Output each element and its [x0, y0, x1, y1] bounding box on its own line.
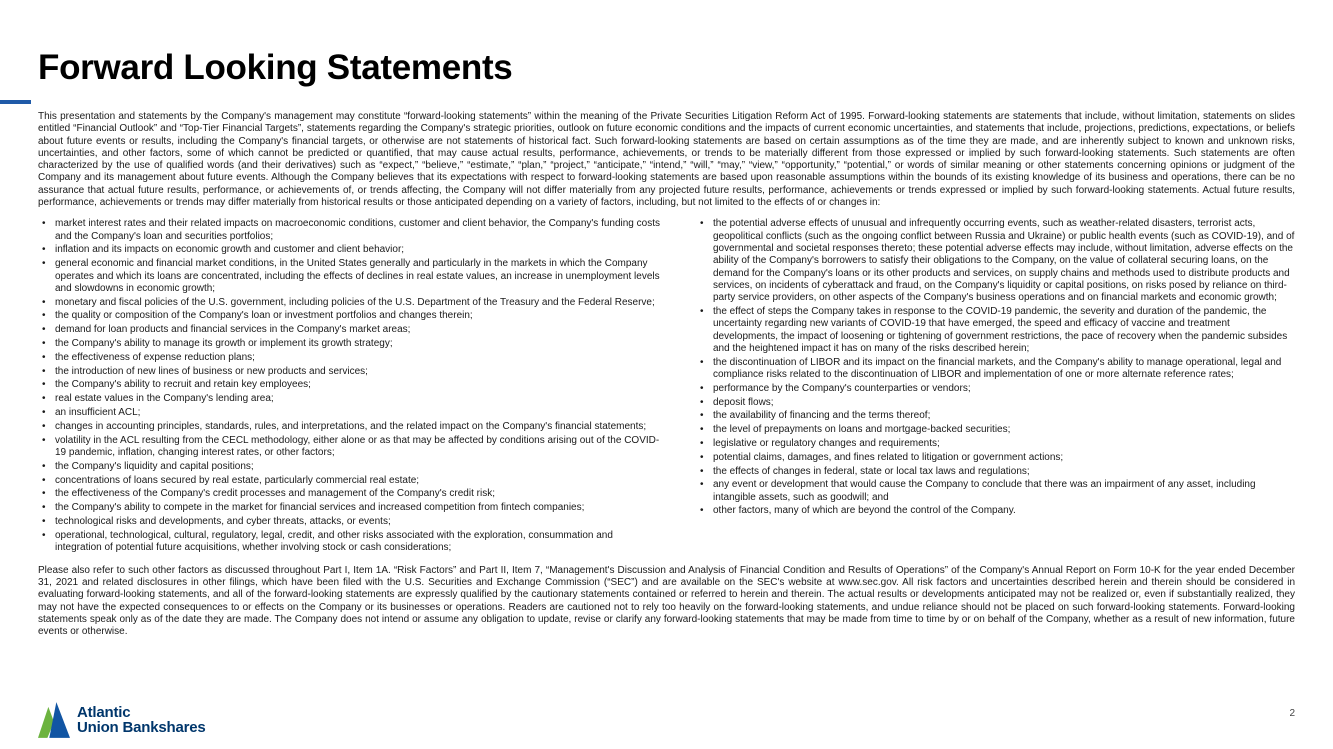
- bullet-item: • the Company's ability to compete in the market for financial services and increased competition from fintech companies;: [38, 502, 660, 514]
- bullet-item: • the effectiveness of the Company's credit processes and management of the Company's credit risk;: [38, 488, 660, 500]
- bullet-item: • potential claims, damages, and fines related to litigation or government actions;: [696, 452, 1297, 464]
- page-title: Forward Looking Statements: [38, 48, 513, 87]
- bullet-item: • the introduction of new lines of business or new products and services;: [38, 366, 660, 378]
- bullet-item: • performance by the Company's counterparties or vendors;: [696, 383, 1297, 395]
- bullet-item: • the effectiveness of expense reduction plans;: [38, 352, 660, 364]
- bullet-item: • the Company's ability to manage its growth or implement its growth strategy;: [38, 338, 660, 350]
- bullet-columns: [38, 218, 1295, 555]
- intro-paragraph: This presentation and statements by the Company's management may constitute “forward-looking statements” within the meaning of the Private Securities Litigation Reform Act of 1995. Forward-looking statements are statements that include, without limitation, statements on slides entitled “Financial Outlook” and “Top-Tier Financial Targets”, statements regarding the Company's strategic priorities, outlook on future economic conditions and the impacts of current economic uncertainties, and statements that include, projections, predictions, expectations, or beliefs about future events or results, including the Company's financial targets, or otherwise are not statements of historical fact. Such forward-looking statements are based on certain assumptions as of the time they are made, and are inherently subject to known and unknown risks, uncertainties, and other factors, some of which cannot be predicted or quantified, that may cause actual results, performance, achievements, or trends to be materially different from those expressed or implied by such forward-looking statements. Such statements are often characterized by the use of qualified words (and their derivatives) such as “expect,” “believe,” “estimate,” “plan,” “project,” “anticipate,” “intend,” “will,” “may,” “view,” “opportunity,” “potential,” or words of similar meaning or other statements concerning opinions or judgment of the Company and its management about future events. Although the Company believes that its expectations with respect to forward-looking statements are based upon reasonable assumptions within the bounds of its existing knowledge of its business and operations, there can be no assurance that actual future results, performance, or achievements of, or trends affecting, the Company will not differ materially from any projected future results, performance, achievements or trends expressed or implied by such forward-looking statements. Actual future results, performance, achievements or trends may differ materially from historical results or those anticipated depending on a variety of factors, including, but not limited to the effects of or changes in:: [38, 111, 1295, 209]
- bullet-item: • demand for loan products and financial services in the Company's market areas;: [38, 324, 660, 336]
- closing-paragraph: Please also refer to such other factors as discussed throughout Part I, Item 1A. “Risk Factors” and Part II, Item 7, “Management's Discussion and Analysis of Financial Condition and Results of Operations” of the Company's Annual Report on Form 10-K for the year ended December 31, 2021 and related disclosures in other filings, which have been filed with the U.S. Securities and Exchange Commission (“SEC”) and are available on the SEC's website at www.sec.gov. All risk factors and uncertainties described herein and therein should be considered in evaluating forward-looking statements, and all of the forward-looking statements are expressly qualified by the cautionary statements contained or referred to herein and therein. The actual results or developments anticipated may not be realized or, even if substantially realized, they may not have the expected consequences to or effects on the Company or its businesses or operations. Readers are cautioned not to rely too heavily on the forward-looking statements, and undue reliance should not be placed on such forward-looking statements. Forward-looking statements speak only as of the date they are made. The Company does not intend or assume any obligation to update, revise or clarify any forward-looking statements that may be made from time to time by or on behalf of the Company, whether as a result of new information, future events or otherwise.: [38, 564, 1295, 638]
- bullet-item: • the level of prepayments on loans and mortgage-backed securities;: [696, 424, 1297, 436]
- logo-line1: Atlantic: [77, 703, 131, 721]
- bullet-item: • monetary and fiscal policies of the U.S. government, including policies of the U.S. Department of the Treasury and the Federal Reserve;: [38, 297, 660, 309]
- bullet-item: • the potential adverse effects of unusual and infrequently occurring events, such as weather-related disasters, terrorist acts, geopolitical conflicts (such as the ongoing conflict between Russia and Ukraine) or public health events (such as COVID-19), and of governmental and societal responses thereto; these potential adverse effects may include, without limitation, adverse effects on the ability of the Company's borrowers to satisfy their obligations to the Company, on the value of collateral securing loans, on the demand for the Company's loans or its other products and services, on supply chains and methods used to distribute products and services, on incidents of cyberattack and fraud, on the Company's liquidity or capital positions, on risks posed by reliance on third-party service providers, on other aspects of the Company's business operations and on financial markets and economic growth;: [696, 218, 1297, 304]
- bullet-item: • other factors, many of which are beyond the control of the Company.: [696, 505, 1297, 517]
- bullet-item: • the quality or composition of the Company's loan or investment portfolios and changes therein;: [38, 310, 660, 322]
- bullet-item: • the discontinuation of LIBOR and its impact on the financial markets, and the Company's ability to manage operational, legal and compliance risks related to the discontinuation of LIBOR and implementation of one or more alternate reference rates;: [696, 357, 1297, 382]
- bullet-item: • the Company's ability to recruit and retain key employees;: [38, 379, 660, 391]
- bullet-item: • an insufficient ACL;: [38, 407, 660, 419]
- bullet-item: • technological risks and developments, and cyber threats, attacks, or events;: [38, 516, 660, 528]
- bullet-item: • any event or development that would cause the Company to conclude that there was an impairment of any asset, including intangible assets, such as goodwill; and: [696, 479, 1297, 504]
- logo-line2: Union Bankshares: [77, 719, 206, 736]
- bullet-item: • changes in accounting principles, standards, rules, and interpretations, and the related impact on the Company's financial statements;: [38, 421, 660, 433]
- logo-text: [77, 705, 206, 736]
- bullet-item: • market interest rates and their related impacts on macroeconomic conditions, customer and client behavior, the Company's funding costs and the Company's loan and securities portfolios;: [38, 218, 660, 243]
- bullet-item: • deposit flows;: [696, 397, 1297, 409]
- bullet-item: • concentrations of loans secured by real estate, particularly commercial real estate;: [38, 475, 660, 487]
- page-number: 2: [1289, 708, 1295, 719]
- bullet-item: • general economic and financial market conditions, in the United States generally and particularly in the markets in which the Company operates and which its loans are concentrated, including the effects of declines in real estate values, an increase in unemployment levels and slowdowns in economic growth;: [38, 258, 660, 295]
- logo-mark-icon: [38, 702, 70, 738]
- bullet-item: • the availability of financing and the terms thereof;: [696, 410, 1297, 422]
- atlantic-union-logo: [38, 702, 206, 738]
- title-accent-bar: [0, 100, 31, 104]
- bullet-item: • the Company's liquidity and capital positions;: [38, 461, 660, 473]
- bullet-item: • legislative or regulatory changes and requirements;: [696, 438, 1297, 450]
- bullet-item: • the effects of changes in federal, state or local tax laws and regulations;: [696, 466, 1297, 478]
- bullet-list-left: [38, 218, 660, 555]
- bullet-item: • real estate values in the Company's lending area;: [38, 393, 660, 405]
- bullet-item: • inflation and its impacts on economic growth and customer and client behavior;: [38, 244, 660, 256]
- bullet-list-right: [696, 218, 1297, 555]
- bullet-item: • the effect of steps the Company takes in response to the COVID-19 pandemic, the severity and duration of the pandemic, the uncertainty regarding new variants of COVID-19 that have emerged, the speed and efficacy of vaccine and treatment developments, the impact of loosening or tightening of government restrictions, the pace of recovery when the pandemic subsides and the heightened impact it has on many of the risks described herein;: [696, 306, 1297, 355]
- bullet-item: • volatility in the ACL resulting from the CECL methodology, either alone or as that may be affected by conditions arising out of the COVID-19 pandemic, inflation, changing interest rates, or other factors;: [38, 435, 660, 460]
- bullet-item: • operational, technological, cultural, regulatory, legal, credit, and other risks associated with the exploration, consummation and integration of potential future acquisitions, whether involving stock or cash considerations;: [38, 530, 660, 555]
